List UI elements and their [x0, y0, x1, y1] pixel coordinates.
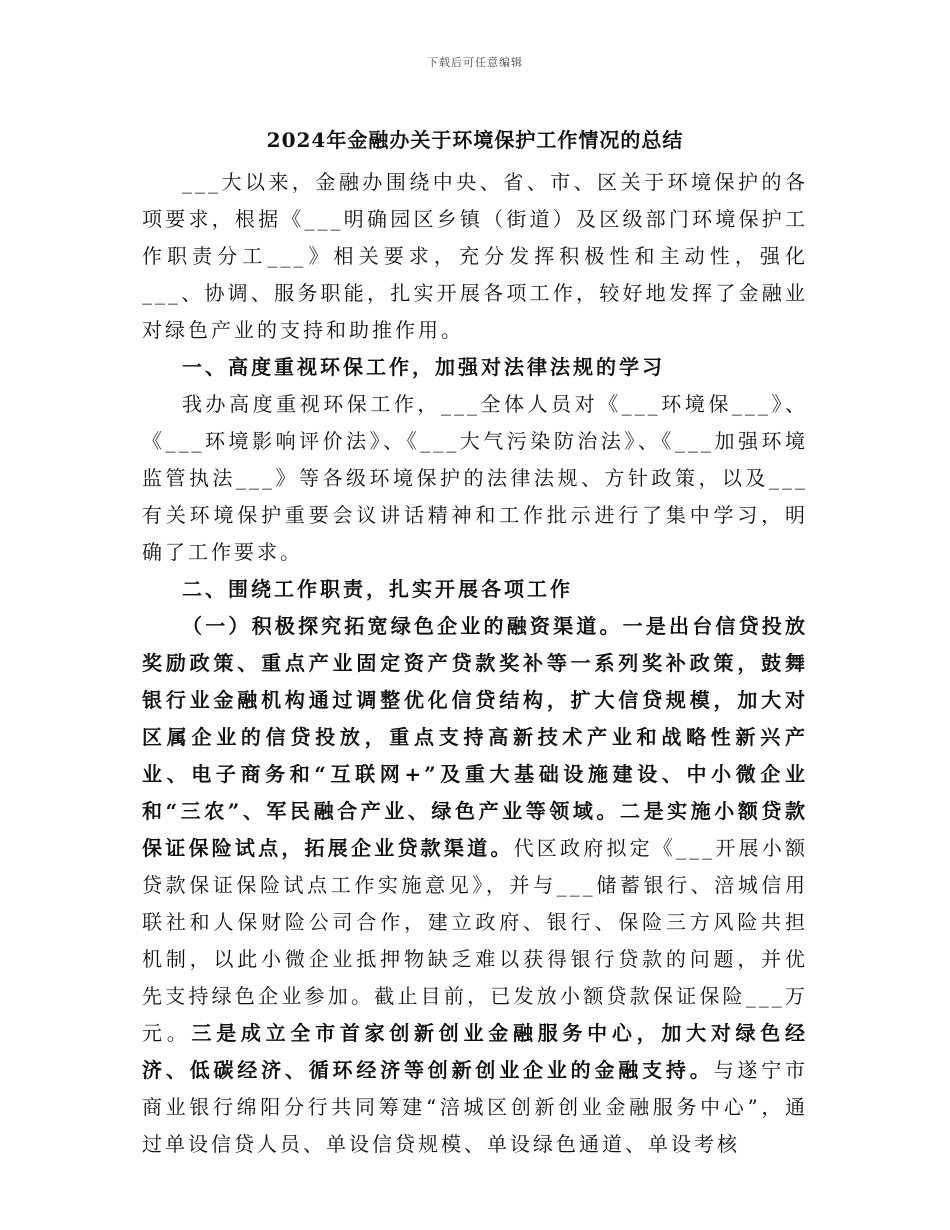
- section-1-heading: 一、高度重视环保工作，加强对法律法规的学习: [182, 355, 665, 379]
- bold-run-financing-channels: （一）积极探究拓宽绿色企业的融资渠道。一是出台信贷投放奖励政策、重点产业固定资产贷款奖补等一系列奖补政策，鼓舞银行业金融机构通过调整优化信贷结构，扩大信贷规模，加大对区属企业的信贷投放，重点支持高新技术产业和战略性新兴产业、电子商务和“互联网+”及重大基础设施建设、中小微企业和“三农”、军民融合产业、绿色产业等领域。二是实施小额贷款保证保险试点，拓展企业贷款渠道。: [142, 614, 808, 860]
- page-header-note: 下载后可任意编辑: [427, 56, 523, 69]
- document-body: [142, 164, 808, 1163]
- normal-run-loan-insurance: 代区政府拟定《___开展小额贷款保证保险试点工作实施意见》，并与___储蓄银行、涪城信用联社和人保财险公司合作，建立政府、银行、保险三方风险共担机制，以此小微企业抵押物缺乏难以获得银行贷款的问题，并优先支持绿色企业参加。截止目前，已发放小额贷款保证保险___万元。: [142, 836, 809, 1045]
- normal-run-center-setup: 与遂宁市商业银行绵阳分行共同筹建“涪城区创新创业金融服务中心”，通过单设信贷人员、单设信贷规模、单设绿色通道、单设考核: [142, 1058, 809, 1156]
- intro-paragraph: ___大以来，金融办围绕中央、省、市、区关于环境保护的各项要求，根据《___明确园区乡镇（街道）及区级部门环境保护工作职责分工___》相关要求，充分发挥积极性和主动性，强化___、协调、服务职能，扎实开展各项工作，较好地发挥了金融业对绿色产业的支持和助推作用。: [142, 170, 808, 342]
- document-title: 2024年金融办关于环境保护工作情况的总结: [266, 128, 684, 152]
- section-1-paragraph: 我办高度重视环保工作，___全体人员对《___环境保___》、《___环境影响评价法》、《___大气污染防治法》、《___加强环境监管执法___》等各级环境保护的法律法规、方针政策，以及___有关环境保护重要会议讲话精神和工作批示进行了集中学习，明确了工作要求。: [142, 392, 808, 564]
- section-2-heading: 二、围绕工作职责，扎实开展各项工作: [182, 577, 573, 601]
- bold-run-innovation-center: 三是成立全市首家创新创业金融服务中心，加大对绿色经济、低碳经济、循环经济等创新创业企业的金融支持。: [142, 1021, 809, 1082]
- section-2-paragraph-1: [142, 608, 808, 1163]
